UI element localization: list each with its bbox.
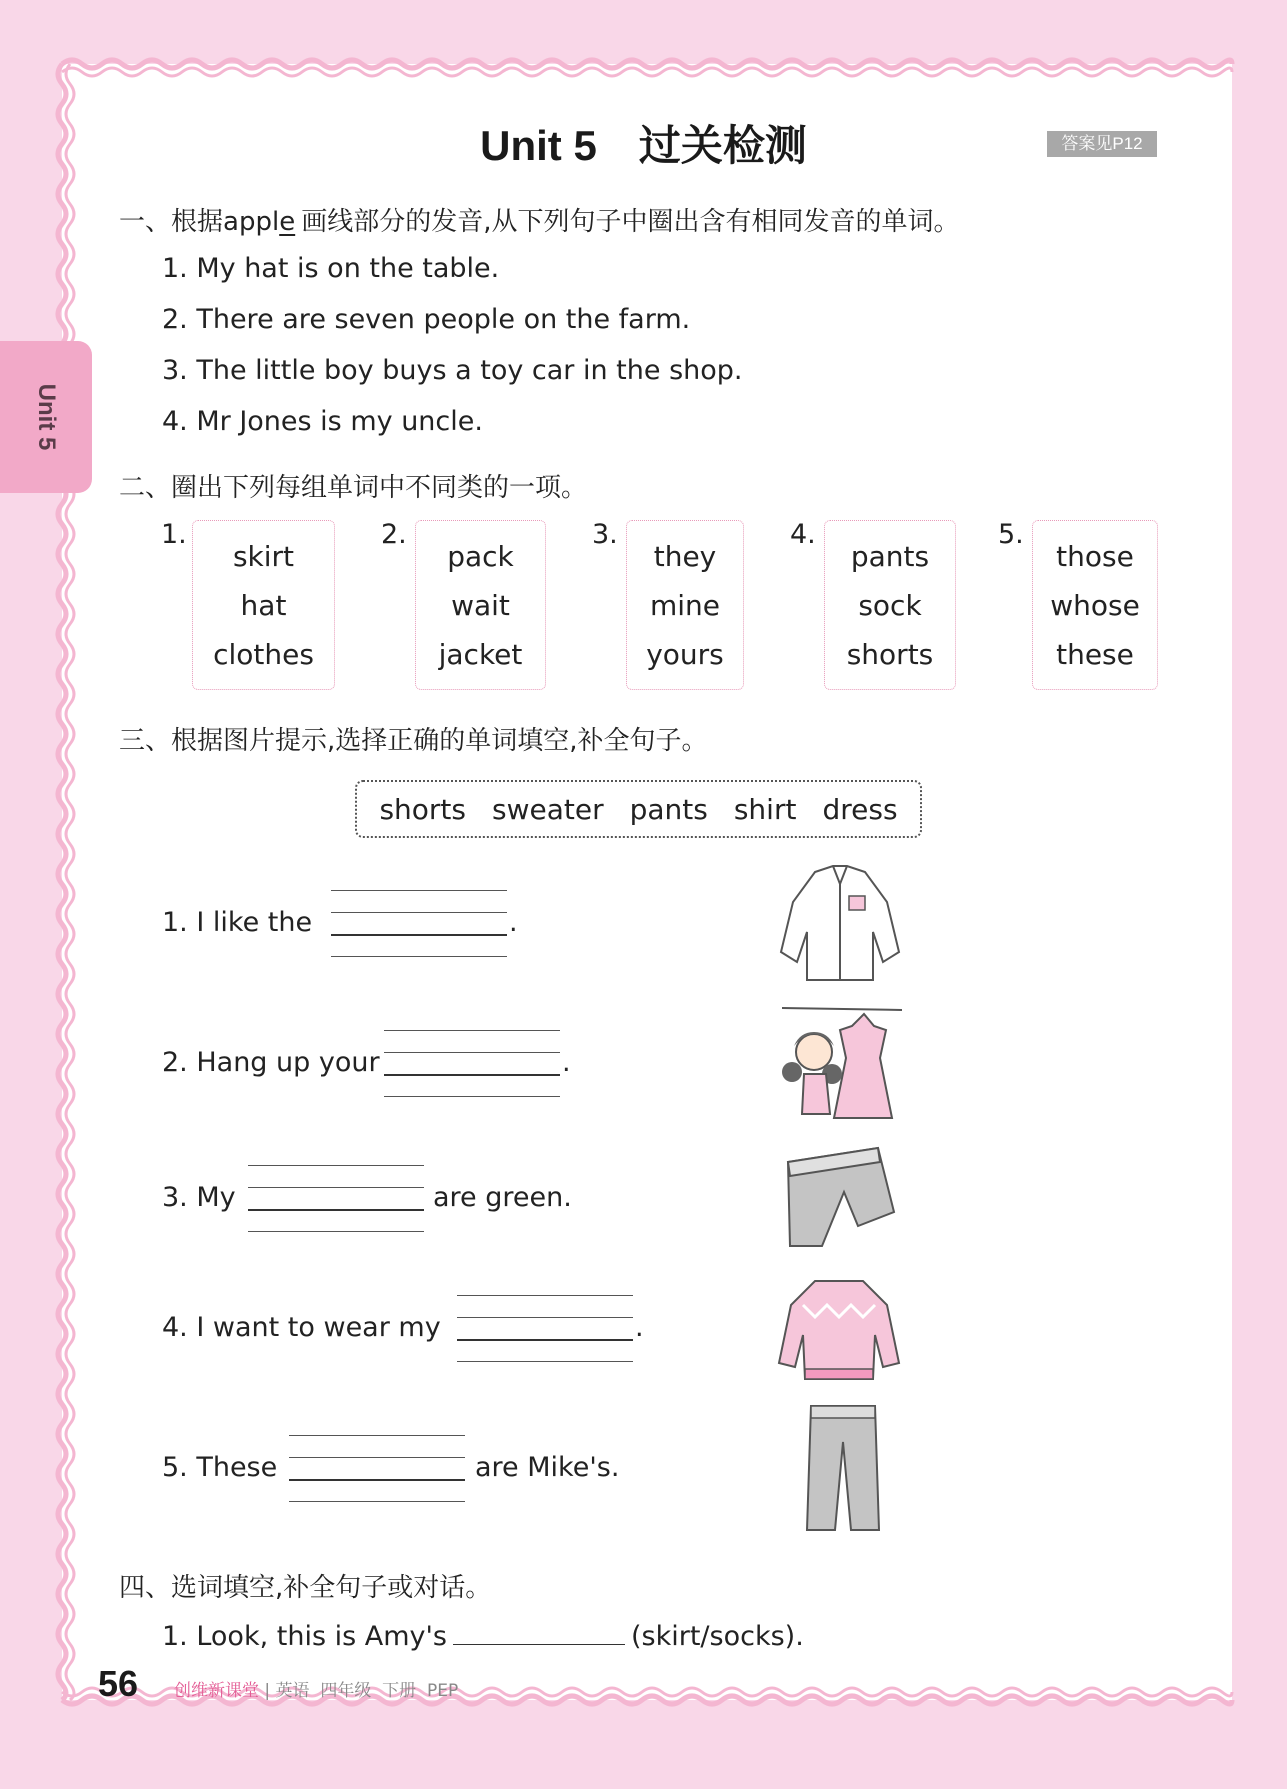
section1-item-2[interactable]: 2. There are seven people on the farm. — [162, 304, 691, 335]
group-word[interactable]: wait — [451, 588, 510, 622]
answer-reference-badge: 答案见P12 — [1047, 131, 1157, 157]
footer-info — [174, 1676, 458, 1701]
word-group-3 — [626, 520, 744, 690]
word-bank-item: pants — [629, 792, 708, 826]
group-word[interactable]: jacket — [438, 637, 523, 671]
sentence-1-start: 1. I like the — [162, 907, 313, 938]
word-bank-item: sweater — [492, 792, 604, 826]
footer-separator: | — [264, 1681, 271, 1701]
group-word[interactable]: pack — [447, 539, 514, 573]
word-bank-item: shirt — [733, 792, 797, 826]
section3-heading: 三、根据图片提示,选择正确的单词填空,补全句子。 — [119, 726, 708, 756]
section4-heading: 四、选词填空,补全句子或对话。 — [119, 1573, 492, 1603]
group-word[interactable]: yours — [646, 637, 724, 671]
footer-grade: 四年级 — [320, 1681, 372, 1701]
group-word[interactable]: whose — [1050, 588, 1140, 622]
group-4-number: 4. — [790, 519, 816, 550]
page-title: Unit 5 过关检测 — [480, 122, 807, 169]
sweater-illustration — [775, 1275, 903, 1385]
group-3-number: 3. — [592, 519, 618, 550]
group-word[interactable]: these — [1056, 637, 1134, 671]
footer-edition: PEP — [426, 1681, 459, 1701]
section1-item-3[interactable]: 3. The little boy buys a toy car in the shop. — [162, 355, 743, 386]
sentence-5-end: are Mike's. — [475, 1452, 620, 1483]
shorts-illustration — [782, 1142, 898, 1252]
group-word[interactable]: those — [1056, 539, 1134, 573]
page-number: 56 — [98, 1663, 139, 1704]
section4-blank-1[interactable] — [453, 1618, 625, 1645]
sentence-4-start: 4. I want to wear my — [162, 1312, 441, 1343]
section1-item-4[interactable]: 4. Mr Jones is my uncle. — [162, 406, 483, 437]
sentence-3-end: are green. — [433, 1182, 572, 1213]
section4-item-1: 1. Look, this is Amy's (skirt/socks). — [162, 1618, 804, 1652]
sentence-5-start: 5. These — [162, 1452, 278, 1483]
group-word[interactable]: sock — [858, 588, 922, 622]
group-word[interactable]: skirt — [232, 539, 295, 573]
sentence-3-start: 3. My — [162, 1182, 236, 1213]
footer-subject: 英语 — [275, 1681, 310, 1701]
section1-item-1[interactable]: 1. My hat is on the table. — [162, 253, 500, 284]
side-tab-label: Unit 5 — [33, 383, 60, 451]
word-bank-item: dress — [822, 792, 898, 826]
word-group-2 — [415, 520, 546, 690]
group-2-number: 2. — [381, 519, 407, 550]
group-1-number: 1. — [161, 519, 187, 550]
pants-illustration — [803, 1402, 883, 1534]
word-bank — [355, 780, 922, 838]
shirt-illustration — [775, 862, 905, 986]
word-group-4 — [824, 520, 956, 690]
unit-side-tab — [0, 341, 92, 493]
group-word[interactable]: pants — [850, 539, 930, 573]
sentence-1-end: . — [509, 907, 518, 938]
group-5-number: 5. — [998, 519, 1024, 550]
dress-illustration — [782, 1002, 902, 1120]
word-bank-item: shorts — [379, 792, 466, 826]
group-word[interactable]: they — [653, 539, 717, 573]
footer-volume: 下册 — [382, 1681, 417, 1701]
brand-name: 创维新课堂 — [174, 1681, 259, 1701]
group-word[interactable]: shorts — [846, 637, 934, 671]
section2-heading: 二、圈出下列每组单词中不同类的一项。 — [119, 473, 588, 503]
sentence-4-end: . — [635, 1312, 644, 1343]
sentence-2-end: . — [562, 1047, 571, 1078]
group-word[interactable]: clothes — [213, 637, 314, 671]
word-group-5 — [1032, 520, 1158, 690]
group-word[interactable]: hat — [240, 588, 287, 622]
section1-heading: 一、根据apple 画线部分的发音,从下列句子中圈出含有相同发音的单词。 — [119, 207, 960, 237]
word-group-1 — [192, 520, 335, 690]
group-word[interactable]: mine — [649, 588, 721, 622]
sentence-2-start: 2. Hang up your — [162, 1047, 380, 1078]
